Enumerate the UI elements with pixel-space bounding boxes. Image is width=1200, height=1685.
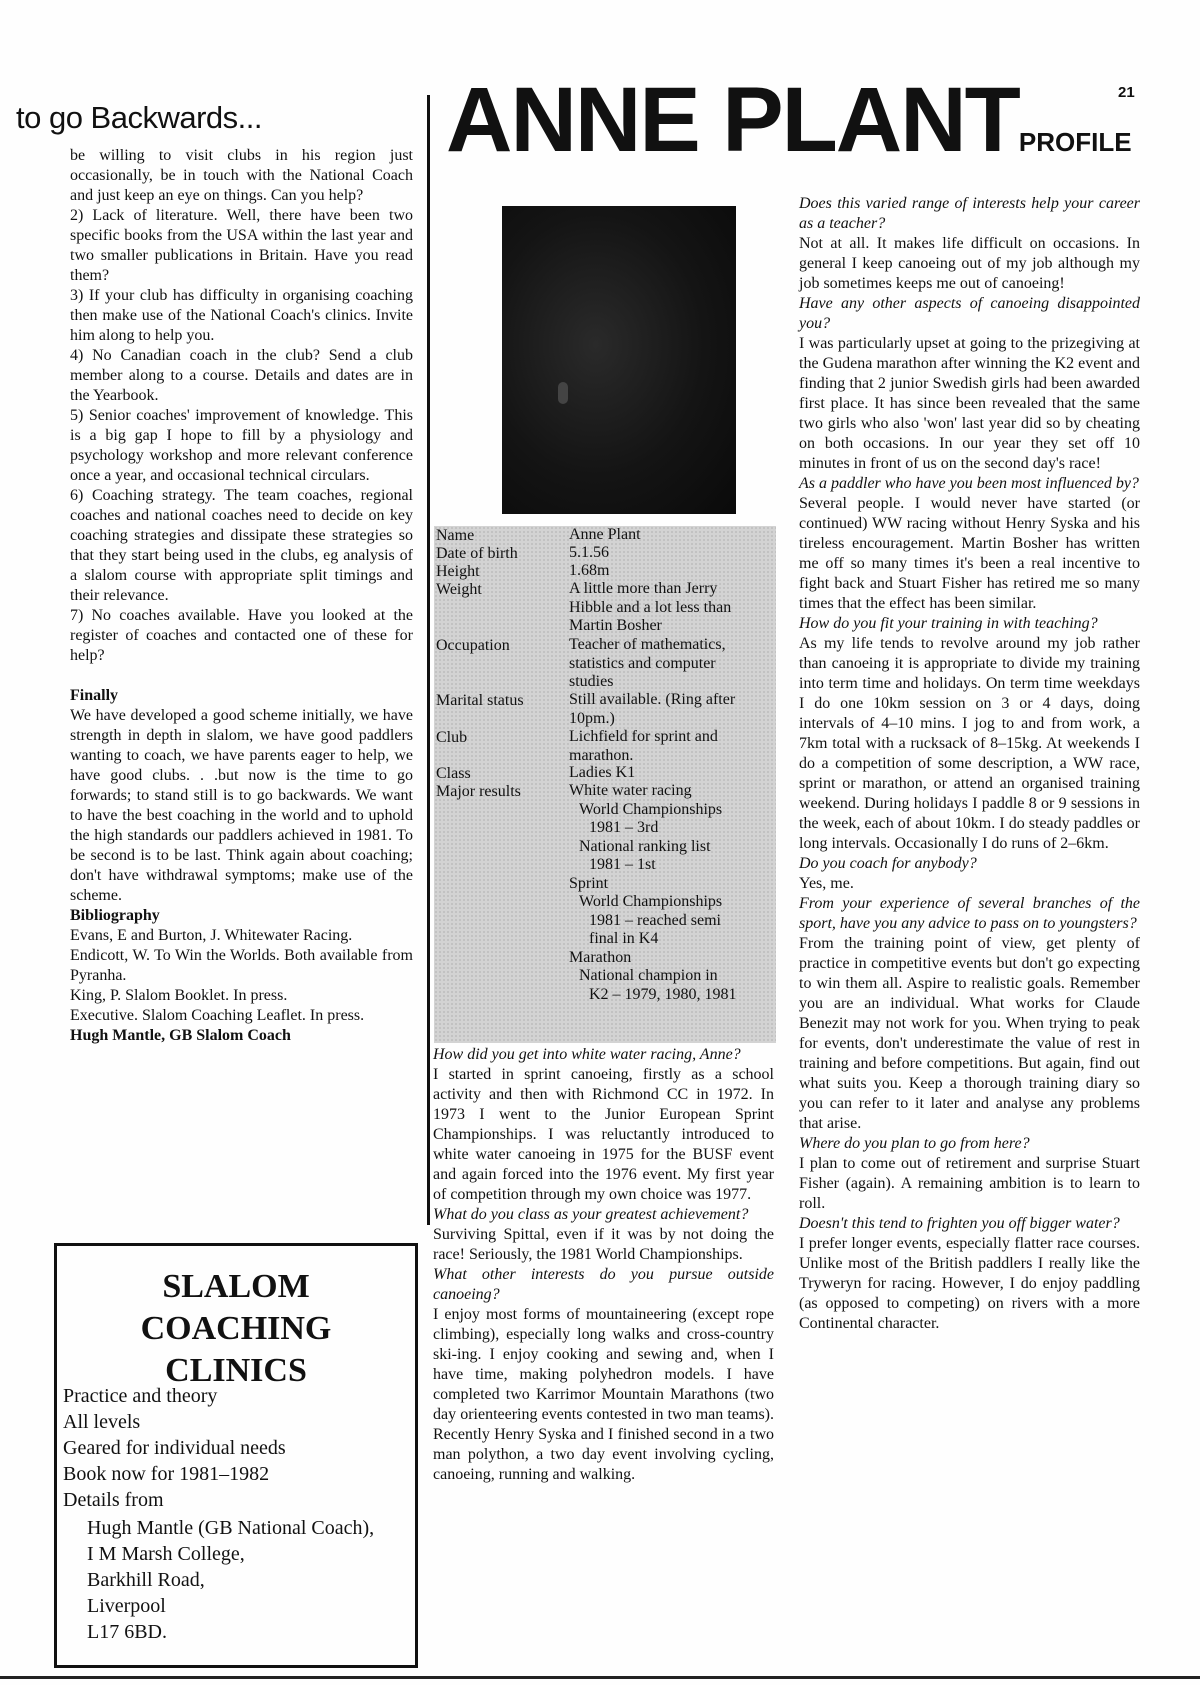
- fact-value-line: final in K4: [589, 930, 659, 947]
- continuation-heading: to go Backwards...: [16, 100, 263, 135]
- paragraph: I plan to come out of retirement and surprise Stuart Fisher (again). A remaining ambition is to learn to roll.: [799, 1155, 1140, 1212]
- paragraph: Endicott, W. To Win the Worlds. Both available from Pyranha.: [70, 947, 413, 984]
- fact-value-line: National champion in: [579, 967, 718, 984]
- paragraph: Evans, E and Burton, J. Whitewater Racing.: [70, 927, 353, 944]
- paragraph: I started in sprint canoeing, firstly as a school activity and then with Richmond CC in 1972. In 1973 I went to the Junior European Sprint Championships. I was reluctantly introduced to white water canoeing in 1975 for the BUSF event and again forced into the 1976 event. My first year of competition through my own choice was 1977.: [433, 1066, 774, 1203]
- interview-question: How do you fit your training in with teaching?: [799, 615, 1098, 632]
- paragraph: 6) Coaching strategy. The team coaches, regional coaches and national coaches need to decide on key coaching strategies and dissipate these strategies so that they start being used in the clubs, eg analysis of a slalom course with appropriate split timings and their relevance.: [70, 487, 413, 604]
- paragraph: Yes, me.: [799, 875, 854, 892]
- address-line: I M Marsh College,: [87, 1543, 245, 1565]
- fact-label: Occupation: [436, 637, 510, 654]
- paragraph: Not at all. It makes life difficult on occasions. In general I keep canoeing out of my job although my job sometimes keeps me out of canoeing!: [799, 235, 1140, 292]
- fact-value-line: 5.1.56: [569, 544, 609, 561]
- paragraph: I was particularly upset at going to the prizegiving at the Gudena marathon after winning the K2 event and finding that 2 junior Swedish girls had been awarded first place. It has since been revealed that the same two girls who also 'won' last year did so by cheating on both occasions. In our year they set off 10 minutes in front of us on the second day's race!: [799, 335, 1140, 472]
- interview-question: Where do you plan to go from here?: [799, 1135, 1030, 1152]
- address-line: Liverpool: [87, 1595, 166, 1617]
- interview-question: Doesn't this tend to frighten you off bigger water?: [799, 1215, 1120, 1232]
- address-line: L17 6BD.: [87, 1621, 167, 1643]
- fact-value-line: 1981 – 1st: [589, 856, 656, 873]
- page-number: 21: [1118, 84, 1135, 101]
- paragraph: King, P. Slalom Booklet. In press.: [70, 987, 288, 1004]
- fact-value-line: 1981 – reached semi: [589, 911, 721, 929]
- paragraph: be willing to visit clubs in his region just occasionally, be in touch with the National Coach and just keep an eye on things. Can you help?: [70, 147, 413, 204]
- paragraph: 3) If your club has difficulty in organising coaching then make use of the National Coach's clinics. Invite him along to help you.: [70, 287, 413, 344]
- fact-value-line: Hibble and a lot less than: [569, 598, 732, 616]
- advert-line: Geared for individual needs: [63, 1437, 286, 1459]
- fact-label: Class: [436, 765, 471, 782]
- fact-value: [569, 636, 774, 692]
- right-column: [799, 194, 1140, 1334]
- fact-label: Name: [436, 527, 475, 544]
- interview-question: Have any other aspects of canoeing disappointed you?: [799, 295, 1140, 332]
- fact-label: Weight: [436, 581, 482, 598]
- paragraph: From the training point of view, get plenty of practice in competitive events but don't go expecting to win them all. Aspire to realistic goals. Remember you are an individual. What works for Claude Benezit may not work for you. When trying to peak for events, don't underestimate the value of rest in training and before competitions. But again, find out what suits you. Keep a thorough training diary so you can refer to it later and analyse any problems that arise.: [799, 935, 1140, 1132]
- fact-value-line: marathon.: [569, 746, 634, 764]
- paragraph: 4) No Canadian coach in the club? Send a club member along to a course. Details and dates are in the Yearbook.: [70, 347, 413, 404]
- paragraph: I prefer longer events, especially flatter race courses. Unlike most of the British paddlers I really like the Tryweryn for racing. However, I do enjoy paddling (as opposed to competing) on rivers with a more Continental character.: [799, 1235, 1140, 1332]
- fact-value: [569, 764, 774, 783]
- article-title: [446, 69, 1132, 171]
- interview-question: What do you class as your greatest achievement?: [433, 1206, 749, 1223]
- fact-value-line: Anne Plant: [569, 526, 641, 543]
- paragraph: We have developed a good scheme initially, we have strength in depth in slalom, we have good paddlers wanting to coach, we have parents eager to help, we have good clubs. . .but now is the time to go forwards; to stand still is to go backwards. We want to have the best coaching in the world and to uphold the high standards our paddlers achieved in 1981. To be second is to be last. Think again about coaching; don't have withdrawal symptoms; make use of the scheme.: [70, 707, 413, 904]
- fact-value-line: Lichfield for sprint and: [569, 728, 718, 745]
- interview-question: From your experience of several branches of the sport, have you any advice to pass on to youngsters?: [799, 895, 1140, 932]
- fact-value-line: 10pm.): [569, 709, 615, 727]
- paragraph: Executive. Slalom Coaching Leaflet. In press.: [70, 1007, 365, 1024]
- fact-value-line: Still available. (Ring after: [569, 691, 736, 708]
- advert-line: Details from: [63, 1489, 164, 1511]
- fact-value-line: 1.68m: [569, 562, 610, 579]
- fact-value: [569, 782, 774, 1004]
- scan-edge-line: [0, 1676, 1200, 1679]
- title-name: ANNE PLANT: [446, 69, 1019, 171]
- paragraph: I enjoy most forms of mountaineering (except rope climbing), especially long walks and cross-country ski-ing. I enjoy cooking and sewing and, when I have time, making polyhedron models. I have completed two Karrimor Mountain Marathons (two day orienteering events contested in two man teams). Recently Henry Syska and I finished second in a two man polython, a two day event involving cycling, canoeing, running and walking.: [433, 1306, 774, 1483]
- interview-question: How did you get into white water racing, Anne?: [433, 1046, 741, 1063]
- advert-line: Book now for 1981–1982: [63, 1463, 270, 1485]
- fact-value-line: statistics and computer: [569, 654, 716, 672]
- paragraph: 7) No coaches available. Have you looked at the register of coaches and contacted one of these for help?: [70, 607, 413, 664]
- address-line: Hugh Mantle (GB National Coach),: [87, 1517, 375, 1539]
- fact-value-line: World Championships: [579, 800, 723, 818]
- paragraph: Several people. I would never have started (or continued) WW racing without Henry Syska and his tireless encouragement. Martin Bosher has written me off so many times it's been a real incentive to fight back and Stuart Fisher has retired me so many times that the effect has been similar.: [799, 495, 1140, 612]
- coaching-clinics-advert: [54, 1243, 418, 1668]
- fact-value-line: White water racing: [569, 782, 692, 799]
- subheading: Bibliography: [70, 907, 160, 924]
- advert-line: Practice and theory: [63, 1385, 218, 1407]
- fact-value-line: Marathon: [569, 948, 632, 966]
- fact-value-line: 1981 – 3rd: [589, 819, 659, 836]
- middle-column: [433, 1045, 774, 1485]
- fact-value-line: A little more than Jerry: [569, 580, 718, 597]
- title-sub: PROFILE: [1018, 127, 1132, 157]
- fact-label: Height: [436, 563, 480, 580]
- left-column: [70, 146, 413, 1046]
- interview-question: What other interests do you pursue outside canoeing?: [433, 1266, 774, 1303]
- profile-facts-box: [434, 526, 776, 1043]
- address-line: Barkhill Road,: [87, 1569, 205, 1591]
- fact-label: Marital status: [436, 692, 524, 709]
- fact-value-line: Martin Bosher: [569, 617, 662, 634]
- subheading: Hugh Mantle, GB Slalom Coach: [70, 1027, 291, 1044]
- fact-value: [569, 562, 774, 581]
- advert-title: SLALOM COACHING CLINICS: [140, 1268, 332, 1389]
- fact-value: [569, 544, 774, 563]
- fact-value-line: studies: [569, 673, 614, 690]
- fact-value: [569, 691, 774, 728]
- interview-question: As a paddler who have you been most influenced by?: [799, 475, 1139, 492]
- paragraph: 2) Lack of literature. Well, there have been two specific books from the USA within the last year and two smaller publications in Britain. Have you read them?: [70, 207, 413, 284]
- fact-label: Major results: [436, 783, 521, 800]
- interview-question: Does this varied range of interests help your career as a teacher?: [799, 195, 1140, 232]
- fact-value-line: Sprint: [569, 874, 609, 892]
- fact-value: [569, 526, 774, 545]
- paragraph: As my life tends to revolve around my job rather than canoeing it is appropriate to divide my training into term time and holidays. On term time weekdays I do one 10km session on 3 or 4 days, doing intervals of 4–10 mins. I jog to and from work, a 7km total with a rucksack of 8–15kg. At weekends I do a competition of some description, a WW race, sprint or marathon, or attend an organised training weekend. During holidays I paddle 8 or 9 sessions in the week, each of about 10km. I do steady paddles or long intervals. Occasionally I do runs of 2–6km.: [799, 635, 1140, 852]
- portrait-photo: [502, 206, 736, 514]
- fact-label: Date of birth: [436, 545, 518, 562]
- paragraph: Surviving Spittal, even if it was by not doing the race! Seriously, the 1981 World Championships.: [433, 1226, 774, 1263]
- column-divider: [427, 95, 430, 1225]
- fact-value-line: K2 – 1979, 1980, 1981: [589, 985, 737, 1003]
- subheading: Finally: [70, 687, 119, 704]
- fact-value: [569, 580, 774, 636]
- interview-question: Do you coach for anybody?: [799, 855, 977, 872]
- fact-value-line: National ranking list: [579, 837, 711, 855]
- paragraph: 5) Senior coaches' improvement of knowledge. This is a big gap I hope to fill by a physiology and psychology workshop and more relevant conference once a year, and occasional technical circulars.: [70, 407, 413, 484]
- fact-value-line: World Championships: [579, 893, 723, 910]
- fact-value-line: Teacher of mathematics,: [569, 636, 726, 653]
- fact-value: [569, 728, 774, 765]
- fact-label: Club: [436, 729, 468, 746]
- fact-value-line: Ladies K1: [569, 764, 636, 781]
- advert-line: All levels: [63, 1411, 141, 1433]
